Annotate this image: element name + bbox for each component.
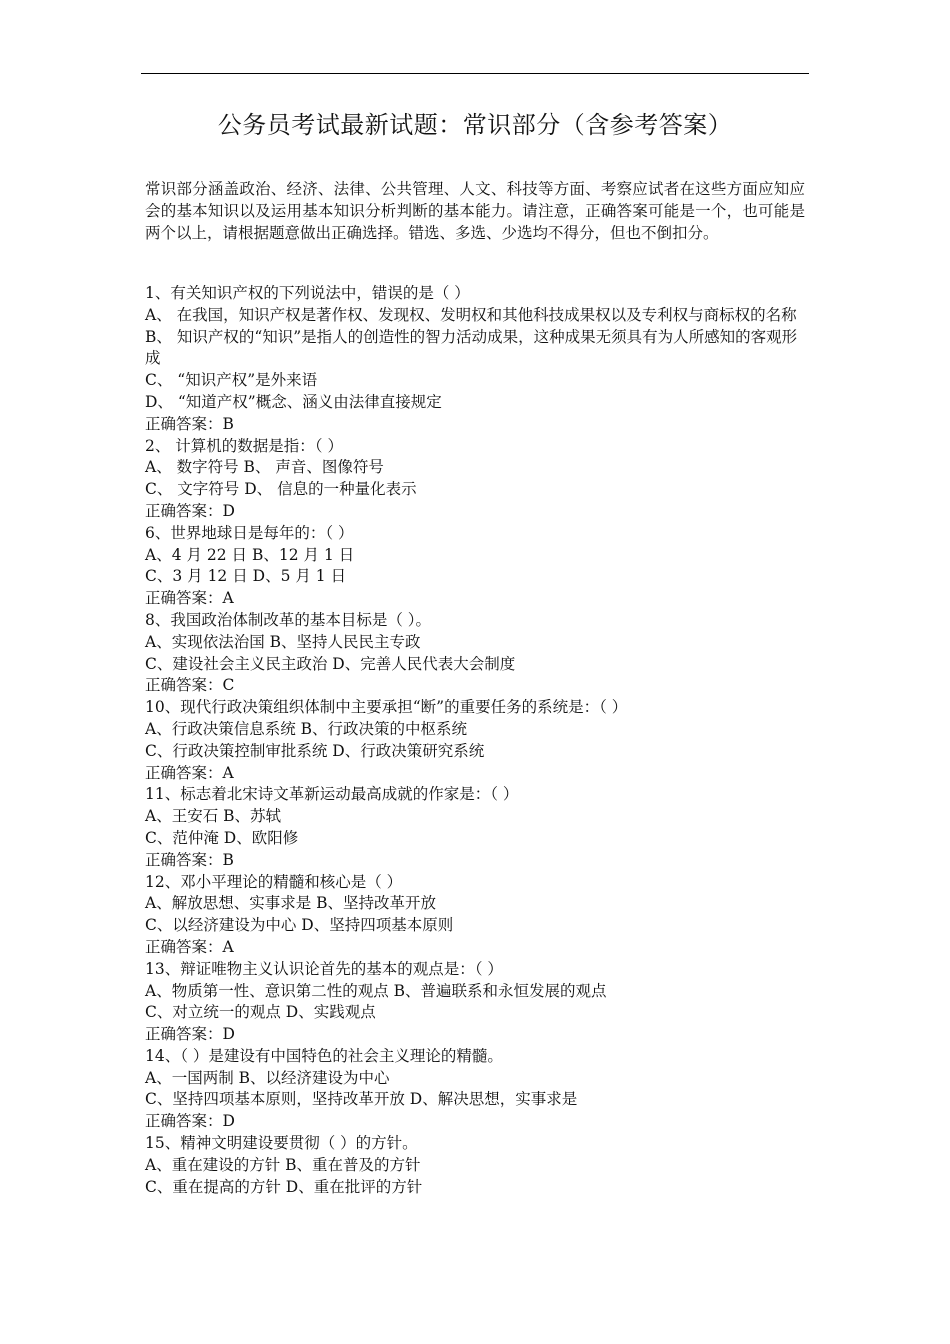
question-item bbox=[145, 436, 805, 523]
question-item bbox=[145, 959, 805, 1046]
question-item bbox=[145, 1133, 805, 1198]
question-option: C、3 月 12 日 D、5 月 1 日 bbox=[145, 567, 347, 586]
question-option: C、以经济建设为中心 D、坚持四项基本原则 bbox=[145, 916, 454, 935]
question-option: C、 文字符号 D、 信息的一种量化表示 bbox=[145, 480, 417, 499]
question-option: A、 数字符号 B、 声音、图像符号 bbox=[145, 458, 384, 477]
question-item bbox=[145, 784, 805, 871]
question-option: A、实现依法治国 B、坚持人民民主专政 bbox=[145, 632, 421, 651]
question-option: A、重在建设的方针 B、重在普及的方针 bbox=[145, 1155, 421, 1174]
question-option: C、重在提高的方针 D、重在批评的方针 bbox=[145, 1177, 423, 1196]
question-item bbox=[145, 283, 805, 436]
document-title: 公务员考试最新试题：常识部分（含参考答案） bbox=[217, 111, 733, 139]
question-item bbox=[145, 523, 805, 610]
question-stem: 6、世界地球日是每年的：（ ） bbox=[145, 523, 354, 542]
question-item bbox=[145, 610, 805, 697]
answer-line: 正确答案：A bbox=[145, 589, 234, 608]
answer-line: 正确答案：D bbox=[145, 1025, 235, 1044]
header-rule bbox=[141, 73, 809, 74]
question-option: A、4 月 22 日 B、12 月 1 日 bbox=[145, 545, 355, 564]
question-option: D、 “知道产权”概念、涵义由法律直接规定 bbox=[145, 392, 442, 411]
question-stem: 10、现代行政决策组织体制中主要承担“断”的重要任务的系统是：（ ） bbox=[145, 698, 628, 717]
question-option: A、行政决策信息系统 B、行政决策的中枢系统 bbox=[145, 719, 468, 738]
intro-paragraph: 常识部分涵盖政治、经济、法律、公共管理、人文、科技等方面、考察应试者在这些方面应知应会的基本知识以及运用基本知识分析判断的基本能力。请注意，正确答案可能是一个，也可能是两个以上，请根据题意做出正确选择。错选、多选、少选均不得分，但也不倒扣分。 bbox=[145, 180, 805, 242]
question-option: A、 在我国，知识产权是著作权、发现权、发明权和其他科技成果权以及专利权与商标权的名称 bbox=[145, 305, 797, 324]
question-stem: 12、邓小平理论的精髓和核心是（ ） bbox=[145, 872, 403, 891]
question-item bbox=[145, 872, 805, 959]
question-option: C、行政决策控制审批系统 D、行政决策研究系统 bbox=[145, 741, 485, 760]
question-option: A、解放思想、实事求是 B、坚持改革开放 bbox=[145, 894, 437, 913]
question-option: C、建设社会主义民主政治 D、完善人民代表大会制度 bbox=[145, 654, 516, 673]
answer-line: 正确答案：A bbox=[145, 763, 234, 782]
answer-line: 正确答案：B bbox=[145, 414, 234, 433]
question-stem: 2、 计算机的数据是指：（ ） bbox=[145, 436, 343, 455]
answer-line: 正确答案：A bbox=[145, 937, 234, 956]
answer-line: 正确答案：D bbox=[145, 1112, 235, 1131]
question-stem: 15、精神文明建设要贯彻（ ）的方针。 bbox=[145, 1134, 418, 1153]
answer-line: 正确答案：D bbox=[145, 501, 235, 520]
question-stem: 14、（ ）是建设有中国特色的社会主义理论的精髓。 bbox=[145, 1046, 503, 1065]
question-list bbox=[145, 283, 805, 1198]
question-option: A、一国两制 B、以经济建设为中心 bbox=[145, 1068, 390, 1087]
question-option: B、 知识产权的“知识”是指人的创造性的智力活动成果，这种成果无须具有为人所感知的客观形成 bbox=[145, 327, 798, 368]
answer-line: 正确答案：B bbox=[145, 850, 234, 869]
question-option: C、坚持四项基本原则，坚持改革开放 D、解决思想，实事求是 bbox=[145, 1090, 578, 1109]
question-stem: 13、辩证唯物主义认识论首先的基本的观点是：（ ） bbox=[145, 959, 503, 978]
question-option: C、 “知识产权”是外来语 bbox=[145, 371, 318, 390]
question-item bbox=[145, 697, 805, 784]
question-stem: 1、有关知识产权的下列说法中，错误的是（ ） bbox=[145, 284, 470, 302]
question-option: C、对立统一的观点 D、实践观点 bbox=[145, 1003, 376, 1022]
question-item bbox=[145, 1046, 805, 1133]
question-stem: 8、我国政治体制改革的基本目标是（ ）。 bbox=[145, 610, 432, 629]
question-option: A、王安石 B、苏轼 bbox=[145, 807, 282, 826]
answer-line: 正确答案：C bbox=[145, 676, 235, 695]
question-option: C、范仲淹 D、欧阳修 bbox=[145, 828, 299, 847]
question-option: A、物质第一性、意识第二性的观点 B、普遍联系和永恒发展的观点 bbox=[145, 981, 607, 1000]
question-stem: 11、标志着北宋诗文革新运动最高成就的作家是：（ ） bbox=[145, 785, 519, 804]
